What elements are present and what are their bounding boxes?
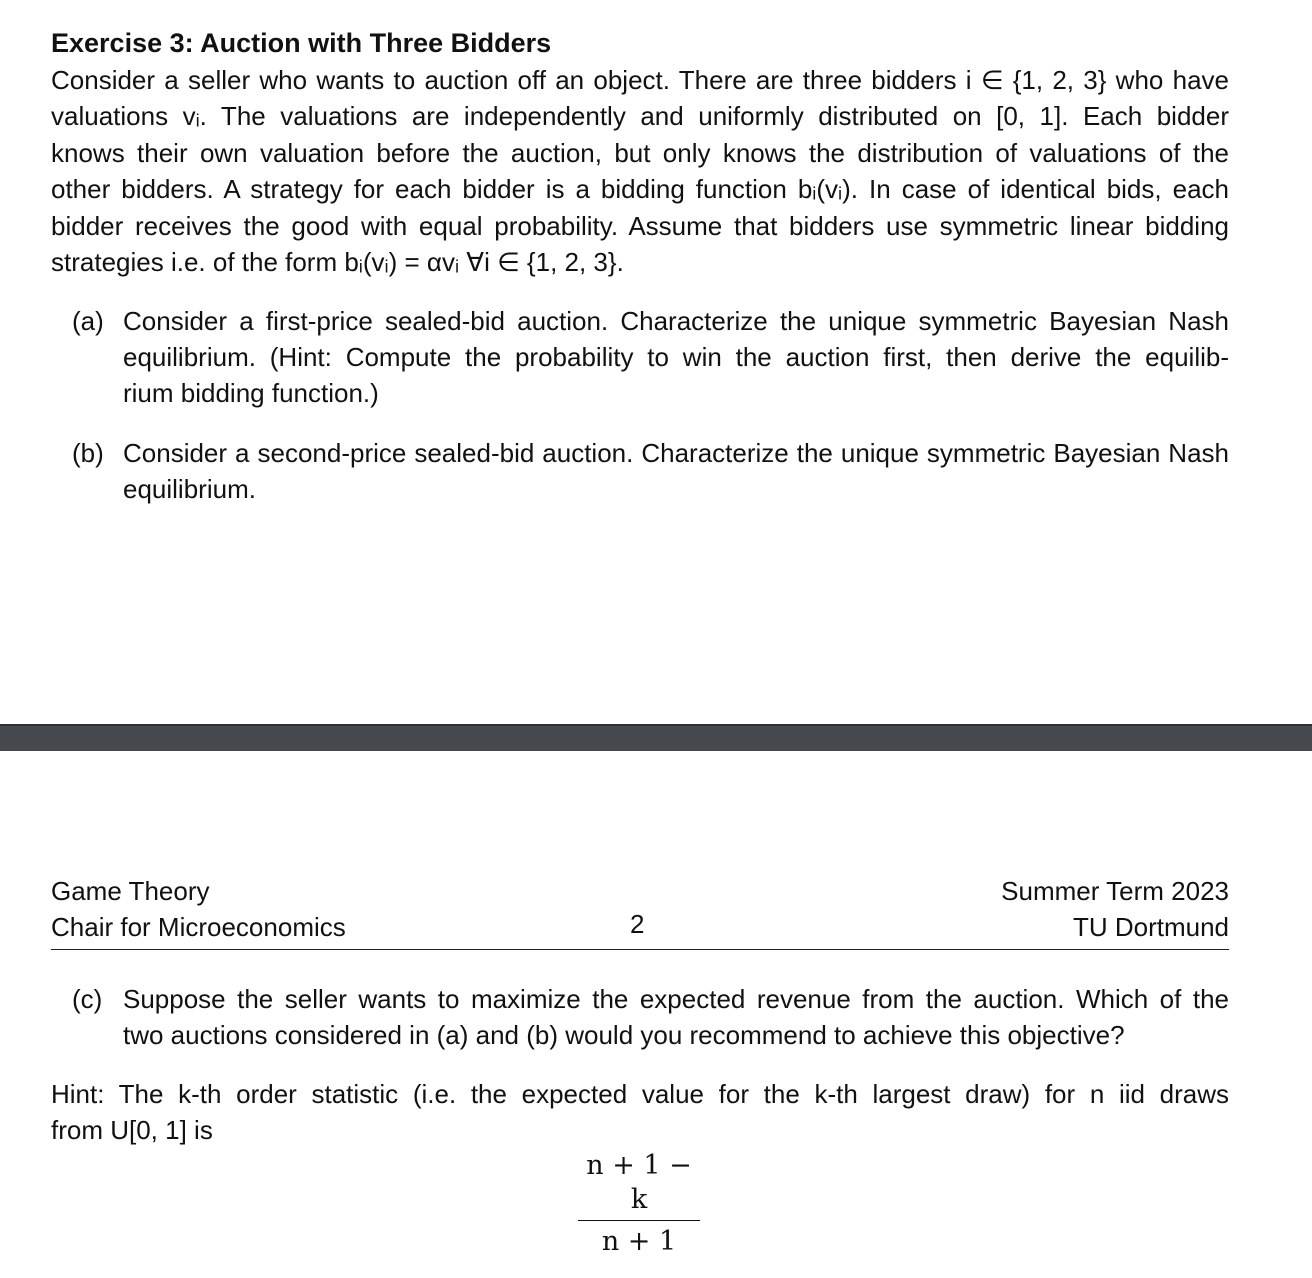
intro-line: strategies i.e. of the form bᵢ(vᵢ) = αvᵢ ∀i ∈ {1, 2, 3}. bbox=[51, 247, 624, 278]
part-a-line: Consider a first-price sealed-bid auction. Characterize the unique symmetric Bayesian Nash bbox=[123, 306, 1229, 336]
order-statistic-formula bbox=[578, 1149, 700, 1259]
hint-line: Hint: The k-th order statistic (i.e. the expected value for the k-th largest draw) for n iid draws bbox=[51, 1079, 1229, 1109]
page-2 bbox=[0, 751, 1312, 1278]
part-a-line: rium bidding function.) bbox=[123, 378, 379, 408]
intro-line: Consider a seller who wants to auction off an object. There are three bidders i ∈ {1, 2, 3} who have bbox=[51, 65, 1229, 95]
page-separator bbox=[0, 724, 1312, 751]
part-c-label: (c) bbox=[72, 984, 103, 1014]
intro-line: valuations vᵢ. The valuations are independently and uniformly distributed on [0, 1]. Each bidder bbox=[51, 101, 1229, 132]
part-a-line: equilibrium. (Hint: Compute the probability to win the auction first, then derive the equilib- bbox=[123, 342, 1229, 372]
hint-line: from U[0, 1] is bbox=[51, 1115, 213, 1145]
intro-line: knows their own valuation before the auction, but only knows the distribution of valuations of the bbox=[51, 137, 1229, 168]
footer-right bbox=[1001, 873, 1229, 945]
hint bbox=[51, 1076, 1229, 1148]
part-b-line: equilibrium. bbox=[123, 474, 256, 504]
university: TU Dortmund bbox=[1072, 912, 1229, 942]
fraction-bar bbox=[578, 1220, 700, 1221]
intro-line: other bidders. A strategy for each bidder is a bidding function bᵢ(vᵢ). In case of identical bids, each bbox=[51, 174, 1229, 205]
term: Summer Term 2023 bbox=[1001, 876, 1229, 906]
page-number: 2 bbox=[630, 909, 645, 939]
footer-rule bbox=[51, 949, 1229, 950]
chair-name: Chair for Microeconomics bbox=[51, 912, 346, 942]
part-c-line: two auctions considered in (a) and (b) would you recommend to achieve this objective? bbox=[123, 1020, 1125, 1050]
footer-left bbox=[51, 873, 346, 945]
intro-line: bidder receives the good with equal probability. Assume that bidders use symmetric linear bidding bbox=[51, 210, 1229, 241]
course-name: Game Theory bbox=[51, 876, 210, 906]
part-b-line: Consider a second-price sealed-bid auction. Characterize the unique symmetric Bayesian Nash bbox=[123, 438, 1229, 468]
exercise-intro bbox=[51, 62, 1229, 280]
part-a-label: (a) bbox=[72, 306, 104, 336]
part-c-line: Suppose the seller wants to maximize the expected revenue from the auction. Which of the bbox=[123, 984, 1229, 1014]
formula-numerator: n + 1 − k bbox=[586, 1150, 692, 1215]
formula-denominator: n + 1 bbox=[601, 1226, 677, 1257]
exercise-title: Exercise 3: Auction with Three Bidders bbox=[51, 28, 552, 58]
part-b-label: (b) bbox=[72, 438, 104, 468]
